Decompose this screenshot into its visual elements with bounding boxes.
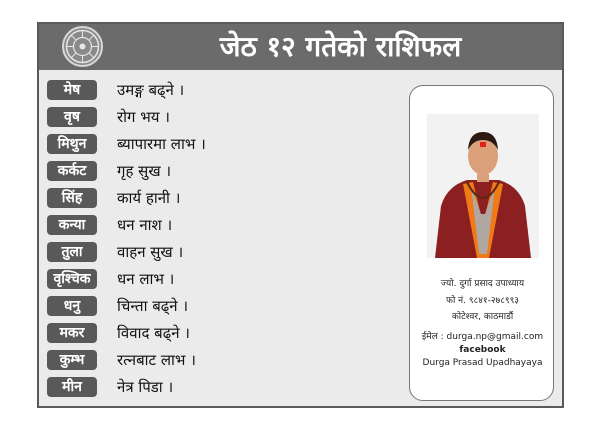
sign-badge: कुम्भ — [47, 350, 97, 370]
sign-row — [44, 293, 244, 320]
horoscope-panel — [37, 22, 564, 408]
sign-badge: मीन — [47, 377, 97, 397]
sign-badge: तुला — [47, 242, 97, 262]
sign-row — [44, 320, 244, 347]
sign-prediction: चिन्ता बढ्ने । — [117, 297, 189, 315]
sign-badge: सिंह — [47, 188, 97, 208]
sign-prediction: नेत्र पिडा । — [117, 378, 174, 396]
facebook-label: facebook — [459, 345, 506, 355]
sign-prediction: वाहन सुख । — [117, 243, 184, 261]
sign-prediction: रत्नबाट लाभ । — [117, 351, 196, 369]
sign-row — [44, 131, 244, 158]
astrologer-address: कोटेश्वर, काठमाडौं — [451, 312, 514, 322]
astrologer-card — [409, 85, 554, 401]
sign-row — [44, 239, 244, 266]
astrologer-name: ज्यो. दुर्गा प्रसाद उपाध्याय — [440, 279, 525, 289]
astrologer-phone: फो नं. ९८४१-२७८९९३ — [446, 296, 519, 306]
sign-prediction: धन लाभ । — [117, 270, 175, 288]
sign-row — [44, 374, 244, 401]
sign-row — [44, 185, 244, 212]
astrologer-photo — [427, 114, 539, 258]
sign-row — [44, 158, 244, 185]
page-title: जेठ १२ गतेको राशिफल — [219, 30, 462, 63]
sign-badge: मिथुन — [47, 134, 97, 154]
sign-prediction: धन नाश । — [117, 216, 173, 234]
sign-prediction: विवाद बढ्ने । — [117, 324, 190, 342]
sign-prediction: रोग भय । — [117, 108, 170, 126]
sign-badge: कर्कट — [47, 161, 97, 181]
sign-badge: मकर — [47, 323, 97, 343]
sign-badge: कन्या — [47, 215, 97, 235]
sign-prediction: गृह सुख । — [117, 162, 172, 180]
sign-badge: वृश्चिक — [47, 269, 97, 289]
sign-row — [44, 266, 244, 293]
header-bar — [39, 24, 562, 70]
astrologer-email: ईमेल : durga.np@gmail.com — [421, 332, 544, 342]
sign-prediction: कार्य हानी । — [117, 189, 181, 207]
sign-row — [44, 212, 244, 239]
facebook-name: Durga Prasad Upadhayaya — [422, 358, 543, 368]
sign-row — [44, 77, 244, 104]
sign-prediction: उमङ्ग बढ्ने । — [117, 81, 185, 99]
sign-badge: धनु — [47, 296, 97, 316]
sign-badge: मेष — [47, 80, 97, 100]
sign-prediction: ब्यापारमा लाभ । — [117, 135, 206, 153]
sign-row — [44, 347, 244, 374]
sign-badge: वृष — [47, 107, 97, 127]
sign-row — [44, 104, 244, 131]
zodiac-wheel-icon — [62, 26, 103, 67]
sign-list — [44, 77, 244, 401]
